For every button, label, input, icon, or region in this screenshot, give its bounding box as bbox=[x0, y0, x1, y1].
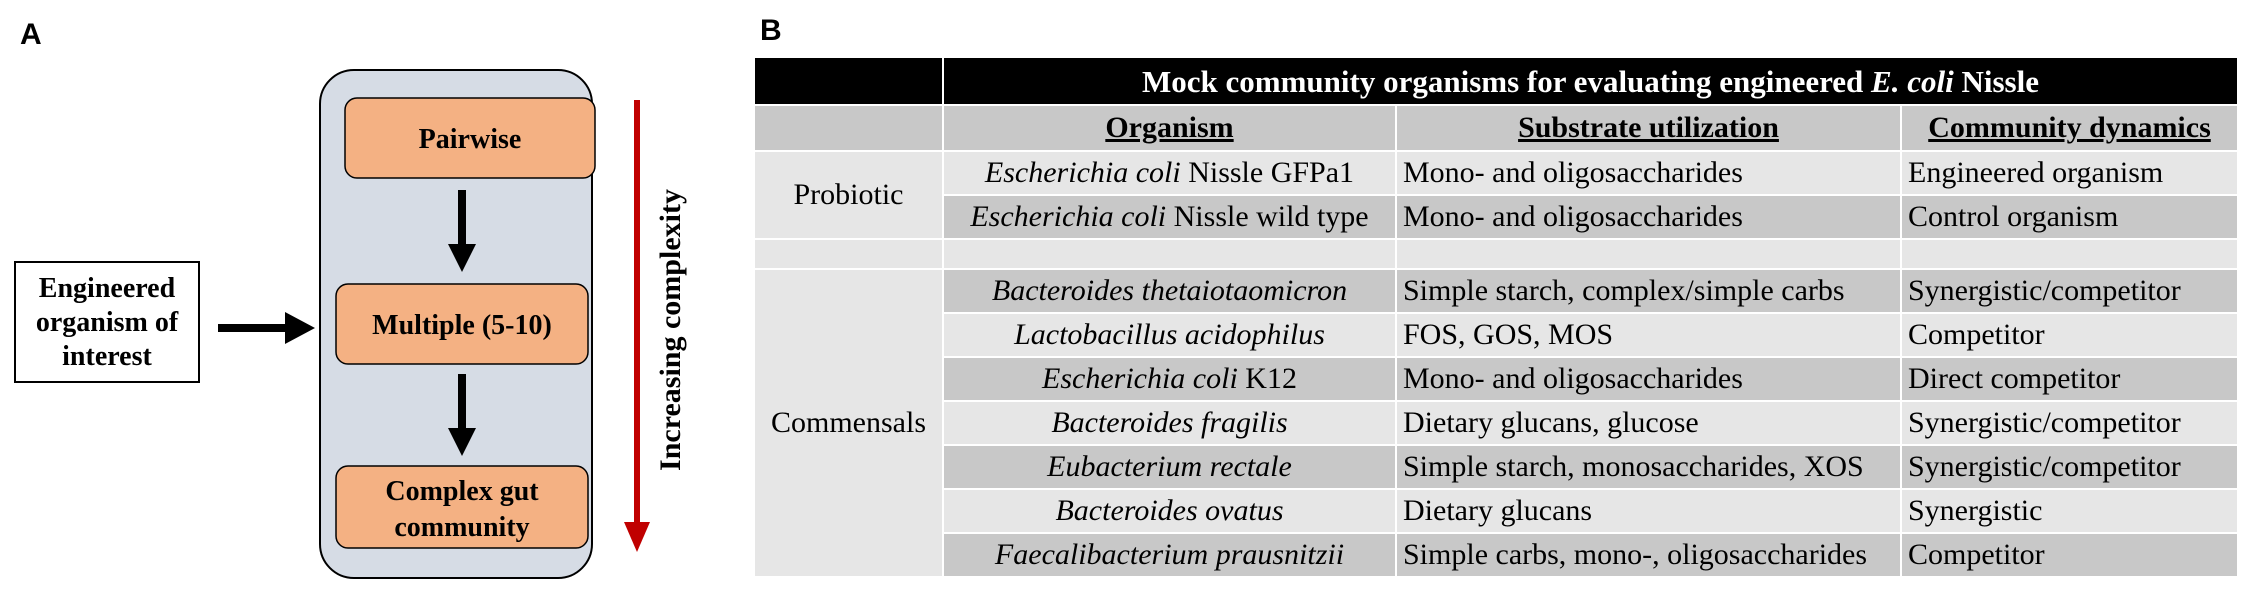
dynamics-cell: Competitor bbox=[1901, 533, 2238, 577]
organism-cell bbox=[943, 533, 1396, 577]
dynamics-cell: Synergistic/competitor bbox=[1901, 269, 2238, 313]
table-row bbox=[754, 445, 2238, 489]
organism-italic: Bacteroides fragilis bbox=[1051, 406, 1288, 439]
column-header-dynamics: Community dynamics bbox=[1901, 105, 2238, 151]
panel-a-letter: A bbox=[20, 18, 42, 51]
organism-italic: Escherichia coli bbox=[970, 200, 1167, 233]
dynamics-cell: Control organism bbox=[1901, 195, 2238, 239]
input-arrow bbox=[218, 312, 315, 344]
substrate-cell: Simple starch, monosaccharides, XOS bbox=[1396, 445, 1901, 489]
organism-italic: Bacteroides ovatus bbox=[1055, 494, 1284, 527]
organism-plain: Nissle GFPa1 bbox=[1180, 156, 1355, 189]
spacer-cell bbox=[943, 239, 1396, 269]
complexity-arrow bbox=[624, 100, 650, 552]
stage-multiple-label: Multiple (5-10) bbox=[372, 310, 552, 341]
organism-italic: Bacteroides thetaiotaomicron bbox=[991, 274, 1348, 307]
table-row bbox=[754, 151, 2238, 195]
header-corner bbox=[754, 105, 943, 151]
table-row bbox=[754, 489, 2238, 533]
complexity-diagram bbox=[0, 0, 730, 610]
organism-italic: Escherichia coli bbox=[984, 156, 1181, 189]
complexity-axis-label: Increasing complexity bbox=[654, 189, 687, 471]
organism-italic: Escherichia coli bbox=[1042, 362, 1238, 395]
organism-italic: Eubacterium rectale bbox=[1047, 450, 1292, 483]
spacer-row bbox=[754, 239, 2238, 269]
table-title-suffix: Nissle bbox=[1953, 63, 2039, 99]
dynamics-cell: Engineered organism bbox=[1901, 151, 2238, 195]
stage-pairwise-label: Pairwise bbox=[418, 124, 522, 155]
organism-plain: Nissle wild type bbox=[1166, 200, 1369, 233]
input-label-line-2: organism of bbox=[35, 307, 179, 338]
substrate-cell: Mono- and oligosaccharides bbox=[1396, 357, 1901, 401]
table-title-italic: E. coli bbox=[1871, 63, 1954, 99]
table-title-prefix: Mock community organisms for evaluating engineered bbox=[1142, 63, 1872, 99]
organism-italic: Faecalibacterium prausnitzii bbox=[994, 538, 1345, 571]
organism-cell bbox=[943, 151, 1396, 195]
substrate-cell: Simple starch, complex/simple carbs bbox=[1396, 269, 1901, 313]
substrate-cell: Dietary glucans, glucose bbox=[1396, 401, 1901, 445]
mock-community-table bbox=[753, 56, 2239, 578]
organism-cell bbox=[943, 489, 1396, 533]
dynamics-cell: Competitor bbox=[1901, 313, 2238, 357]
stage-complex-label-line-2: community bbox=[394, 512, 530, 543]
table-row bbox=[754, 269, 2238, 313]
table-row bbox=[754, 533, 2238, 577]
table-row bbox=[754, 195, 2238, 239]
organism-cell bbox=[943, 357, 1396, 401]
table-title-row bbox=[754, 57, 2238, 105]
substrate-cell: Mono- and oligosaccharides bbox=[1396, 151, 1901, 195]
dynamics-cell: Direct competitor bbox=[1901, 357, 2238, 401]
substrate-cell: Mono- and oligosaccharides bbox=[1396, 195, 1901, 239]
input-label-line-3: interest bbox=[62, 341, 152, 372]
spacer-cell bbox=[1396, 239, 1901, 269]
stage-complex-label-line-1: Complex gut bbox=[385, 476, 539, 507]
table-row bbox=[754, 313, 2238, 357]
substrate-cell: FOS, GOS, MOS bbox=[1396, 313, 1901, 357]
table-title-corner bbox=[754, 57, 943, 105]
group-label-commensals: Commensals bbox=[754, 269, 943, 577]
panel-b-letter: B bbox=[760, 14, 782, 47]
spacer-cell bbox=[754, 239, 943, 269]
table-row bbox=[754, 401, 2238, 445]
substrate-cell: Simple carbs, mono-, oligosaccharides bbox=[1396, 533, 1901, 577]
dynamics-cell: Synergistic bbox=[1901, 489, 2238, 533]
organism-plain: K12 bbox=[1237, 362, 1297, 395]
organism-italic: Lactobacillus acidophilus bbox=[1014, 318, 1325, 351]
organism-cell bbox=[943, 269, 1396, 313]
table-row bbox=[754, 357, 2238, 401]
group-label-probiotic: Probiotic bbox=[754, 151, 943, 239]
dynamics-cell: Synergistic/competitor bbox=[1901, 401, 2238, 445]
substrate-cell: Dietary glucans bbox=[1396, 489, 1901, 533]
organism-cell bbox=[943, 445, 1396, 489]
organism-cell bbox=[943, 401, 1396, 445]
organism-cell bbox=[943, 195, 1396, 239]
table-title bbox=[943, 57, 2238, 105]
dynamics-cell: Synergistic/competitor bbox=[1901, 445, 2238, 489]
table-header-row bbox=[754, 105, 2238, 151]
column-header-substrate: Substrate utilization bbox=[1396, 105, 1901, 151]
spacer-cell bbox=[1901, 239, 2238, 269]
organism-cell bbox=[943, 313, 1396, 357]
input-label-line-1: Engineered bbox=[38, 273, 176, 304]
column-header-organism: Organism bbox=[943, 105, 1396, 151]
